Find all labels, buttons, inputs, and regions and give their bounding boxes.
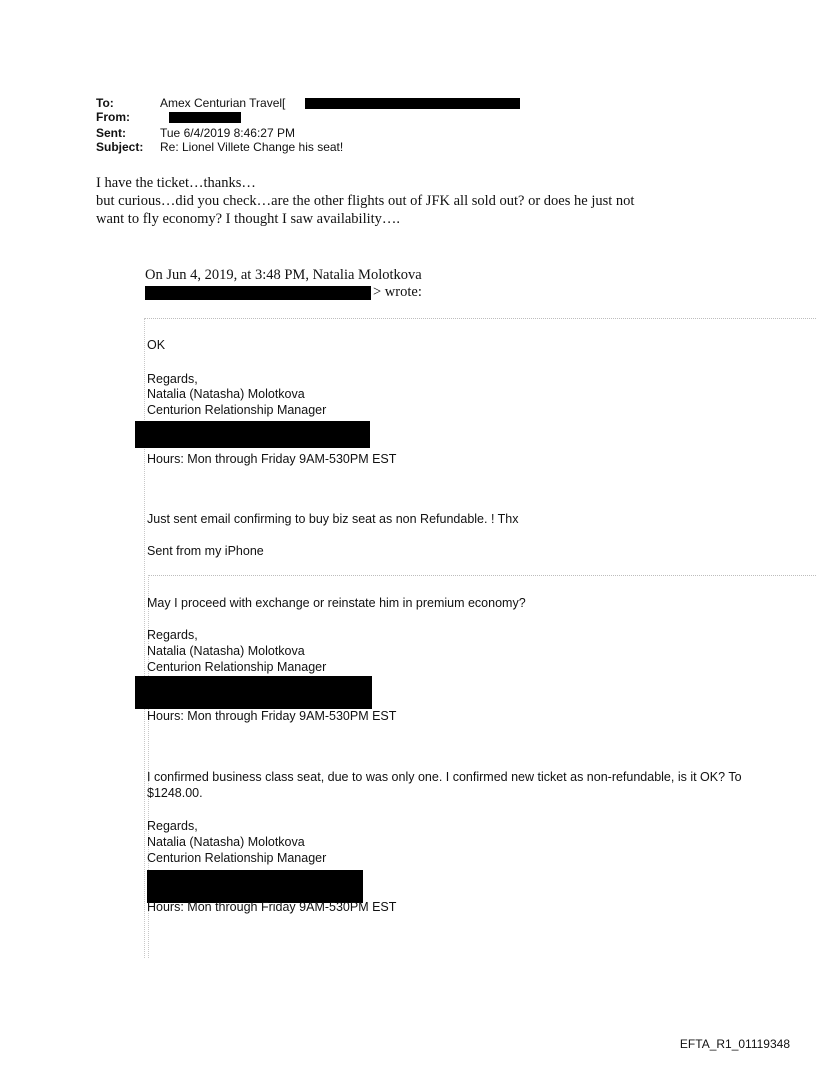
reply3-question: May I proceed with exchange or reinstate him in premium economy? <box>147 596 526 610</box>
to-label: To: <box>96 96 114 110</box>
reply1-name: Natalia (Natasha) Molotkova <box>147 387 305 401</box>
redaction-quote-email <box>145 286 371 300</box>
quote-intro-line-2: > wrote: <box>373 284 422 300</box>
quote-intro-line-1: On Jun 4, 2019, at 3:48 PM, Natalia Molotkova <box>145 267 422 283</box>
reply2-text: Just sent email confirming to buy biz seat as non Refundable. ! Thx <box>147 512 519 526</box>
sent-value: Tue 6/4/2019 8:46:27 PM <box>160 126 295 140</box>
redaction-reply4-contact <box>147 870 363 903</box>
reply3-hours: Hours: Mon through Friday 9AM-530PM EST <box>147 709 397 723</box>
quote-left-border <box>144 318 145 958</box>
reply4-title: Centurion Relationship Manager <box>147 851 327 865</box>
reply1-title: Centurion Relationship Manager <box>147 403 327 417</box>
reply2-sent-from: Sent from my iPhone <box>147 544 264 558</box>
body-line-2: but curious…did you check…are the other flights out of JFK all sold out? or does he just not <box>96 193 635 209</box>
quote-inner-border <box>149 575 816 576</box>
reply4-line-2: $1248.00. <box>147 786 203 800</box>
redaction-reply3-contact <box>135 676 372 709</box>
redaction-reply1-contact <box>135 421 370 448</box>
subject-label: Subject: <box>96 140 144 154</box>
reply4-regards: Regards, <box>147 819 198 833</box>
reply1-hours: Hours: Mon through Friday 9AM-530PM EST <box>147 452 397 466</box>
reply3-name: Natalia (Natasha) Molotkova <box>147 644 305 658</box>
from-label: From: <box>96 110 130 124</box>
reply1-regards: Regards, <box>147 372 198 386</box>
reply4-hours: Hours: Mon through Friday 9AM-530PM EST <box>147 900 397 914</box>
document-id: EFTA_R1_01119348 <box>679 1037 790 1051</box>
reply1-ok: OK <box>147 338 166 352</box>
reply3-regards: Regards, <box>147 628 198 642</box>
body-line-1: I have the ticket…thanks… <box>96 175 256 191</box>
to-value: Amex Centurian Travel[ <box>160 96 286 110</box>
reply3-title: Centurion Relationship Manager <box>147 660 327 674</box>
reply4-name: Natalia (Natasha) Molotkova <box>147 835 305 849</box>
body-line-3: want to fly economy? I thought I saw availability…. <box>96 211 401 227</box>
quote-top-border <box>145 318 816 319</box>
redaction-to-email <box>305 98 520 109</box>
subject-value: Re: Lionel Villete Change his seat! <box>160 140 344 154</box>
sent-label: Sent: <box>96 126 126 140</box>
reply4-line-1: I confirmed business class seat, due to was only one. I confirmed new ticket as non-refundable, is it OK? To <box>147 770 742 784</box>
redaction-from <box>169 112 241 123</box>
